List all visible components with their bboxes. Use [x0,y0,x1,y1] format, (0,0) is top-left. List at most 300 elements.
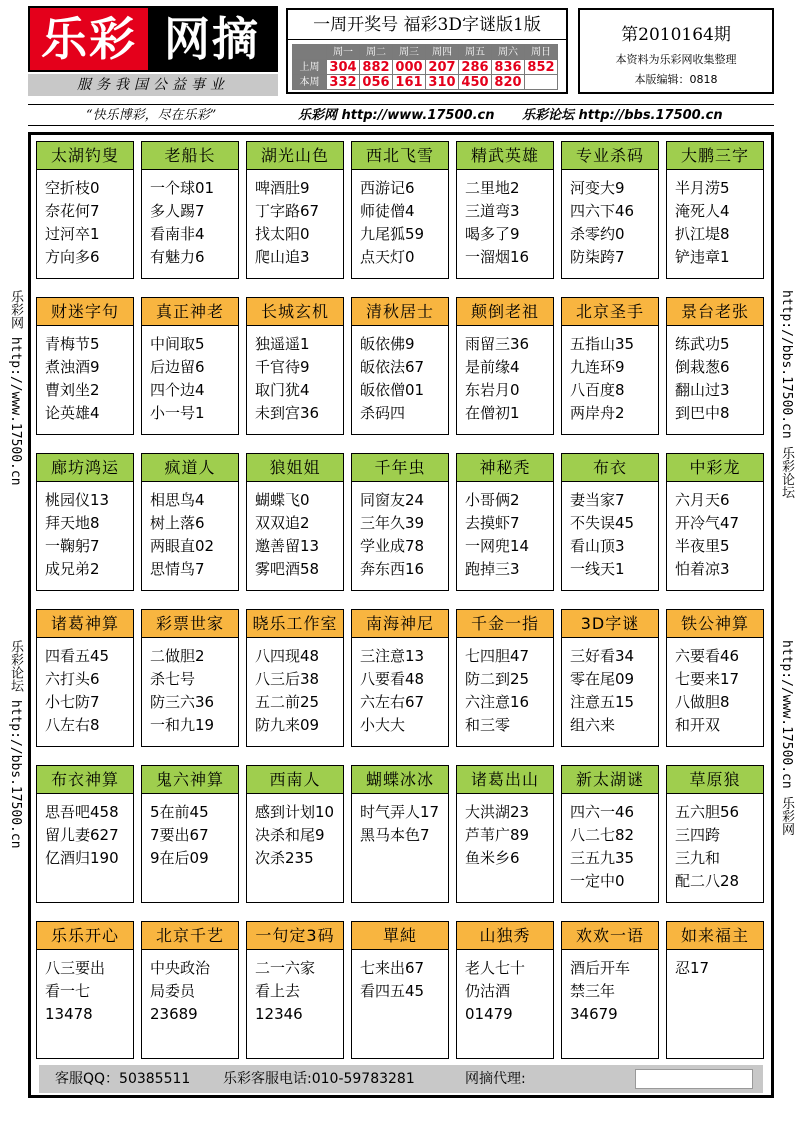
puzzle-line: 后边留6 [150,358,205,376]
puzzle-line: 杀七号 [150,670,196,688]
puzzle-line: 双双追2 [255,514,310,532]
puzzle-card-title: 诸葛出山 [457,766,553,794]
puzzle-card [36,765,134,903]
puzzle-line: 独遥遥1 [255,335,310,353]
puzzle-card-title: 北京千艺 [142,922,238,950]
puzzle-card-body [667,170,763,269]
draw-number: 310 [426,75,459,90]
puzzle-card-body [37,794,133,870]
puzzle-card-body [562,482,658,581]
puzzle-line: 树上落6 [150,514,205,532]
this-week-label: 本周 [293,75,327,90]
puzzle-line: 九连环9 [570,358,625,376]
puzzle-card [561,609,659,747]
puzzle-card-body [37,170,133,269]
puzzle-card-body [247,638,343,737]
puzzle-line: 一和九19 [150,716,215,734]
puzzle-line: 西游记6 [360,179,415,197]
puzzle-card-body [562,170,658,269]
puzzle-line: 青梅节5 [45,335,100,353]
puzzle-card [456,921,554,1059]
forum-link[interactable]: 乐彩论坛 http://bbs.17500.cn [522,108,723,123]
puzzle-line: 防二到25 [465,670,530,688]
puzzle-card-title: 太湖钓叟 [37,142,133,170]
puzzle-line: 二一六家 [255,959,316,977]
puzzle-line: 过河卒1 [45,225,100,243]
puzzle-line: 皈依僧01 [360,381,425,399]
puzzle-line: 找太阳0 [255,225,310,243]
day-header: 周四 [426,45,459,60]
puzzle-card-title: 千金一指 [457,610,553,638]
puzzle-line: 八四现48 [255,647,320,665]
puzzle-line: 七来出67 [360,959,425,977]
puzzle-line: 芦苇广89 [465,826,530,844]
day-header: 周一 [327,45,360,60]
puzzle-line: 不失误45 [570,514,635,532]
puzzle-card-body [37,482,133,581]
puzzle-line: 练武功5 [675,335,730,353]
slogan-quote: “快乐博彩，尽在乐彩” [86,108,217,123]
draw-number: 286 [459,60,492,75]
puzzle-card [351,297,449,435]
day-header: 周三 [393,45,426,60]
puzzle-line: 丁字路67 [255,202,320,220]
puzzle-card [246,921,344,1059]
puzzle-card-title: 真正神老 [142,298,238,326]
puzzle-card-body [247,170,343,269]
puzzle-card [351,141,449,279]
puzzle-line: 东岩月0 [465,381,520,399]
puzzle-line: 杀码四 [360,404,406,422]
puzzle-card [666,765,764,903]
puzzle-line: 蝴蝶飞0 [255,491,310,509]
puzzle-card [141,453,239,591]
last-week-row [293,60,558,75]
day-header: 周二 [360,45,393,60]
puzzle-line: 多人踢7 [150,202,205,220]
puzzle-line: 到巴中8 [675,404,730,422]
puzzle-line: 防三六36 [150,693,215,711]
puzzle-card [36,297,134,435]
puzzle-line: 空折枝0 [45,179,100,197]
draw-number: 000 [393,60,426,75]
puzzle-card-title: 南海神尼 [352,610,448,638]
puzzle-line: 学业成78 [360,537,425,555]
puzzle-card-body [142,638,238,737]
puzzle-card [141,297,239,435]
puzzle-card [36,609,134,747]
day-header: 周日 [525,45,558,60]
puzzle-line: 千官待9 [255,358,310,376]
puzzle-card [246,297,344,435]
draw-number: 882 [360,60,393,75]
puzzle-line: 小七防7 [45,693,100,711]
puzzle-card-title: 狼姐姐 [247,454,343,482]
puzzle-card-body [562,950,658,1026]
puzzle-line: 奈花何7 [45,202,100,220]
puzzle-card [246,141,344,279]
puzzle-card [141,765,239,903]
agent-blank-box [635,1069,753,1089]
puzzle-line: 跑掉三3 [465,560,520,578]
puzzle-line: 八三后38 [255,670,320,688]
puzzle-line: 妻当家7 [570,491,625,509]
puzzle-line: 9在后09 [150,849,209,867]
puzzle-line: 四六下46 [570,202,635,220]
puzzle-card [246,453,344,591]
puzzle-card-title: 清秋居士 [352,298,448,326]
puzzle-line: 六注意16 [465,693,530,711]
puzzle-grid [36,141,766,1059]
puzzle-card [351,765,449,903]
puzzle-line: 二做胆2 [150,647,205,665]
puzzle-line: 五六胆56 [675,803,740,821]
puzzle-line: 看山顶3 [570,537,625,555]
puzzle-line: 大洪湖23 [465,803,530,821]
puzzle-card [666,297,764,435]
puzzle-card-body [352,638,448,737]
puzzle-card-title: 疯道人 [142,454,238,482]
puzzle-line: 六打头6 [45,670,100,688]
puzzle-line: 老人七十 [465,959,526,977]
puzzle-line: 八百度8 [570,381,625,399]
puzzle-card-body [247,482,343,581]
side-text-right-top: http://bbs.17500.cn 乐彩论坛 [779,290,794,499]
slogan-bar [28,104,774,126]
puzzle-line: 相思鸟4 [150,491,205,509]
puzzle-line: 三五九35 [570,849,635,867]
puzzle-card-body [667,638,763,737]
puzzle-line: 四看五45 [45,647,110,665]
puzzle-card-body [352,794,448,847]
draw-number: 056 [360,75,393,90]
puzzle-line: 忍17 [675,959,710,977]
puzzle-card [351,609,449,747]
puzzle-line: 决杀和尾9 [255,826,325,844]
puzzle-line: 两眼直02 [150,537,215,555]
puzzle-line: 一网兜14 [465,537,530,555]
puzzle-card [246,765,344,903]
puzzle-line: 怕着凉3 [675,560,730,578]
day-header: 周五 [459,45,492,60]
puzzle-card [666,453,764,591]
side-text-right-bottom: http://www.17500.cn 乐彩网 [779,640,794,836]
puzzle-line: 留儿妻627 [45,826,119,844]
puzzle-line: 时气弄人17 [360,803,440,821]
puzzle-line: 皈依佛9 [360,335,415,353]
puzzle-card [456,141,554,279]
puzzle-line: 倒栽葱6 [675,358,730,376]
puzzle-card-title: 草原狼 [667,766,763,794]
puzzle-card-title: 千年虫 [352,454,448,482]
puzzle-card-body [352,950,448,1003]
puzzle-card-title: 如来福主 [667,922,763,950]
puzzle-line: 奔东西16 [360,560,425,578]
logo-black-text: 网摘 [148,8,276,70]
puzzle-card [351,921,449,1059]
puzzle-line: 七四胆47 [465,647,530,665]
puzzle-line: 九尾狐59 [360,225,425,243]
puzzle-line: 次杀235 [255,849,314,867]
puzzle-line: 六要看46 [675,647,740,665]
puzzle-line: 一个球01 [150,179,215,197]
puzzle-card-title: 單純 [352,922,448,950]
puzzle-card-title: 欢欢一语 [562,922,658,950]
source-note: 本资料为乐彩网收集整理 [615,53,737,66]
puzzle-line: 杀零约0 [570,225,625,243]
puzzle-card [456,297,554,435]
day-header: 周六 [492,45,525,60]
puzzle-line: 三好看34 [570,647,635,665]
puzzle-card [666,141,764,279]
puzzle-line: 看四五45 [360,982,425,1000]
puzzle-line: 34679 [570,1005,618,1023]
puzzle-card-body [457,950,553,1026]
agent-label: 网摘代理: [465,1071,526,1087]
draw-number: 207 [426,60,459,75]
puzzle-line: 八做胆8 [675,693,730,711]
puzzle-line: 配二八28 [675,872,740,890]
puzzle-card-title: 布衣神算 [37,766,133,794]
puzzle-line: 四六一46 [570,803,635,821]
puzzle-card [141,921,239,1059]
puzzle-card-body [247,326,343,425]
puzzle-line: 六月天6 [675,491,730,509]
puzzle-line: 桃园仪13 [45,491,110,509]
puzzle-card-title: 湖光山色 [247,142,343,170]
puzzle-card [246,609,344,747]
puzzle-line: 扒江堤8 [675,225,730,243]
puzzle-line: 感到计划10 [255,803,335,821]
puzzle-card-title: 一句定3码 [247,922,343,950]
puzzle-line: 翻山过3 [675,381,730,399]
puzzle-card-body [142,950,238,1026]
puzzle-line: 局委员 [150,982,196,1000]
draw-number: 836 [492,60,525,75]
puzzle-card-body [37,638,133,737]
logo-slogan: 服务我国公益事业 [28,74,278,96]
puzzle-line: 零在尾09 [570,670,635,688]
puzzle-line: 12346 [255,1005,303,1023]
draw-number: 852 [525,60,558,75]
site-logo [28,6,278,96]
puzzle-line: 二里地2 [465,179,520,197]
puzzle-line: 开冷气47 [675,514,740,532]
puzzle-card [561,297,659,435]
draw-number: 332 [327,75,360,90]
puzzle-card-title: 西南人 [247,766,343,794]
puzzle-line: 7要出67 [150,826,209,844]
puzzle-card-title: 晓乐工作室 [247,610,343,638]
puzzle-card-title: 北京圣手 [562,298,658,326]
puzzle-line: 半夜里5 [675,537,730,555]
puzzle-card-body [247,950,343,1026]
puzzle-line: 五指山35 [570,335,635,353]
puzzle-card-title: 景台老张 [667,298,763,326]
last-week-label: 上周 [293,60,327,75]
puzzle-line: 和三零 [465,716,511,734]
issue-number: 第2010164期 [621,25,731,45]
puzzle-card-title: 布衣 [562,454,658,482]
puzzle-line: 两岸舟2 [570,404,625,422]
puzzle-card-title: 新太湖谜 [562,766,658,794]
puzzle-line: 仍沽酒 [465,982,511,1000]
puzzle-line: 煮浊酒9 [45,358,100,376]
puzzle-line: 三年久39 [360,514,425,532]
puzzle-line: 同窗友24 [360,491,425,509]
puzzle-grid-frame [28,132,774,1098]
puzzle-line: 小一号1 [150,404,205,422]
puzzle-line: 看南非4 [150,225,205,243]
puzzle-line: 亿酒归190 [45,849,119,867]
puzzle-card-title: 3D字谜 [562,610,658,638]
logo-red-text: 乐彩 [30,8,148,70]
puzzle-card-title: 财迷字句 [37,298,133,326]
puzzle-card-body [457,170,553,269]
puzzle-card [456,453,554,591]
puzzle-line: 五二前25 [255,693,320,711]
puzzle-card-body [667,326,763,425]
puzzle-line: 铲违章1 [675,248,730,266]
puzzle-line: 方向多6 [45,248,100,266]
puzzle-card-body [457,326,553,425]
puzzle-card [666,609,764,747]
puzzle-card-body [562,638,658,737]
support-phone: 乐彩客服电话:010-59783281 [223,1071,415,1087]
side-text-left-top: 乐彩网 http://www.17500.cn [8,290,23,486]
puzzle-line: 去摸虾7 [465,514,520,532]
puzzle-card [36,141,134,279]
puzzle-card [351,453,449,591]
puzzle-card-title: 大鹏三字 [667,142,763,170]
puzzle-line: 思吾吧458 [45,803,119,821]
puzzle-card [456,609,554,747]
puzzle-card-body [667,950,763,980]
puzzle-card-body [142,482,238,581]
puzzle-line: 23689 [150,1005,198,1023]
logo-frame [28,6,278,72]
puzzle-line: 组六来 [570,716,616,734]
puzzle-line: 皈依法67 [360,358,425,376]
puzzle-line: 邀善留13 [255,537,320,555]
puzzle-card-title: 诸葛神算 [37,610,133,638]
puzzle-line: 黑马本色7 [360,826,430,844]
puzzle-card-body [37,326,133,425]
draw-number: 450 [459,75,492,90]
puzzle-card [666,921,764,1059]
puzzle-line: 中央政治 [150,959,211,977]
puzzle-card [141,141,239,279]
puzzle-line: 点天灯0 [360,248,415,266]
site-link[interactable]: 乐彩网 http://www.17500.cn [298,108,495,123]
puzzle-line: 一溜烟16 [465,248,530,266]
puzzle-card-body [667,482,763,581]
puzzle-card-body [457,794,553,870]
puzzle-line: 八三要出 [45,959,106,977]
puzzle-line: 半月涝5 [675,179,730,197]
puzzle-card-body [667,794,763,893]
footer-bar [39,1065,763,1093]
weekly-draw-panel [286,8,568,94]
puzzle-card [561,453,659,591]
puzzle-card-title: 中彩龙 [667,454,763,482]
weekly-draw-title: 一周开奖号 福彩3D字谜版1版 [288,10,566,40]
puzzle-card-body [562,794,658,893]
puzzle-line: 中间取5 [150,335,205,353]
puzzle-card-body [247,794,343,870]
weekly-draw-table [292,44,558,90]
puzzle-line: 八左右8 [45,716,100,734]
puzzle-card-title: 长城玄机 [247,298,343,326]
puzzle-card-body [352,326,448,425]
puzzle-card-title: 铁公神算 [667,610,763,638]
puzzle-line: 看上去 [255,982,301,1000]
puzzle-line: 防柒跨7 [570,248,625,266]
puzzle-card-body [457,638,553,737]
draw-number [525,75,558,90]
puzzle-card-body [352,482,448,581]
puzzle-line: 01479 [465,1005,513,1023]
puzzle-line: 鱼米乡6 [465,849,520,867]
puzzle-line: 在僧初1 [465,404,520,422]
puzzle-line: 一线天1 [570,560,625,578]
puzzle-line: 曹刘坐2 [45,381,100,399]
draw-number: 304 [327,60,360,75]
draw-number: 820 [492,75,525,90]
puzzle-card-title: 颠倒老祖 [457,298,553,326]
puzzle-line: 六左右67 [360,693,425,711]
puzzle-line: 四个边4 [150,381,205,399]
puzzle-line: 有魅力6 [150,248,205,266]
puzzle-card-body [562,326,658,425]
puzzle-line: 啤酒肚9 [255,179,310,197]
editor-note: 本版编辑：0818 [634,73,718,86]
puzzle-line: 13478 [45,1005,93,1023]
puzzle-line: 看一七 [45,982,91,1000]
puzzle-card-body [142,170,238,269]
puzzle-line: 是前缘4 [465,358,520,376]
puzzle-card [36,921,134,1059]
puzzle-card-title: 山独秀 [457,922,553,950]
puzzle-card [561,921,659,1059]
puzzle-card-title: 蝴蝶冰冰 [352,766,448,794]
puzzle-line: 注意五15 [570,693,635,711]
puzzle-line: 师徒僧4 [360,202,415,220]
puzzle-card [456,765,554,903]
puzzle-card-body [142,326,238,425]
puzzle-card-body [457,482,553,581]
puzzle-line: 酒后开车 [570,959,631,977]
puzzle-card-title: 廊坊鸿运 [37,454,133,482]
support-qq: 客服QQ：50385511 [55,1071,191,1087]
puzzle-card-title: 精武英雄 [457,142,553,170]
puzzle-line: 小哥俩2 [465,491,520,509]
puzzle-card-body [352,170,448,269]
puzzle-card-title: 彩票世家 [142,610,238,638]
puzzle-card-body [37,950,133,1026]
puzzle-line: 一定中0 [570,872,625,890]
draw-number: 161 [393,75,426,90]
puzzle-line: 成兄弟2 [45,560,100,578]
puzzle-line: 未到宫36 [255,404,320,422]
puzzle-line: 禁三年 [570,982,616,1000]
puzzle-line: 三注意13 [360,647,425,665]
puzzle-card-body [142,794,238,870]
puzzle-card [141,609,239,747]
puzzle-card-title: 专业杀码 [562,142,658,170]
puzzle-line: 5在前45 [150,803,209,821]
puzzle-line: 喝多了9 [465,225,520,243]
